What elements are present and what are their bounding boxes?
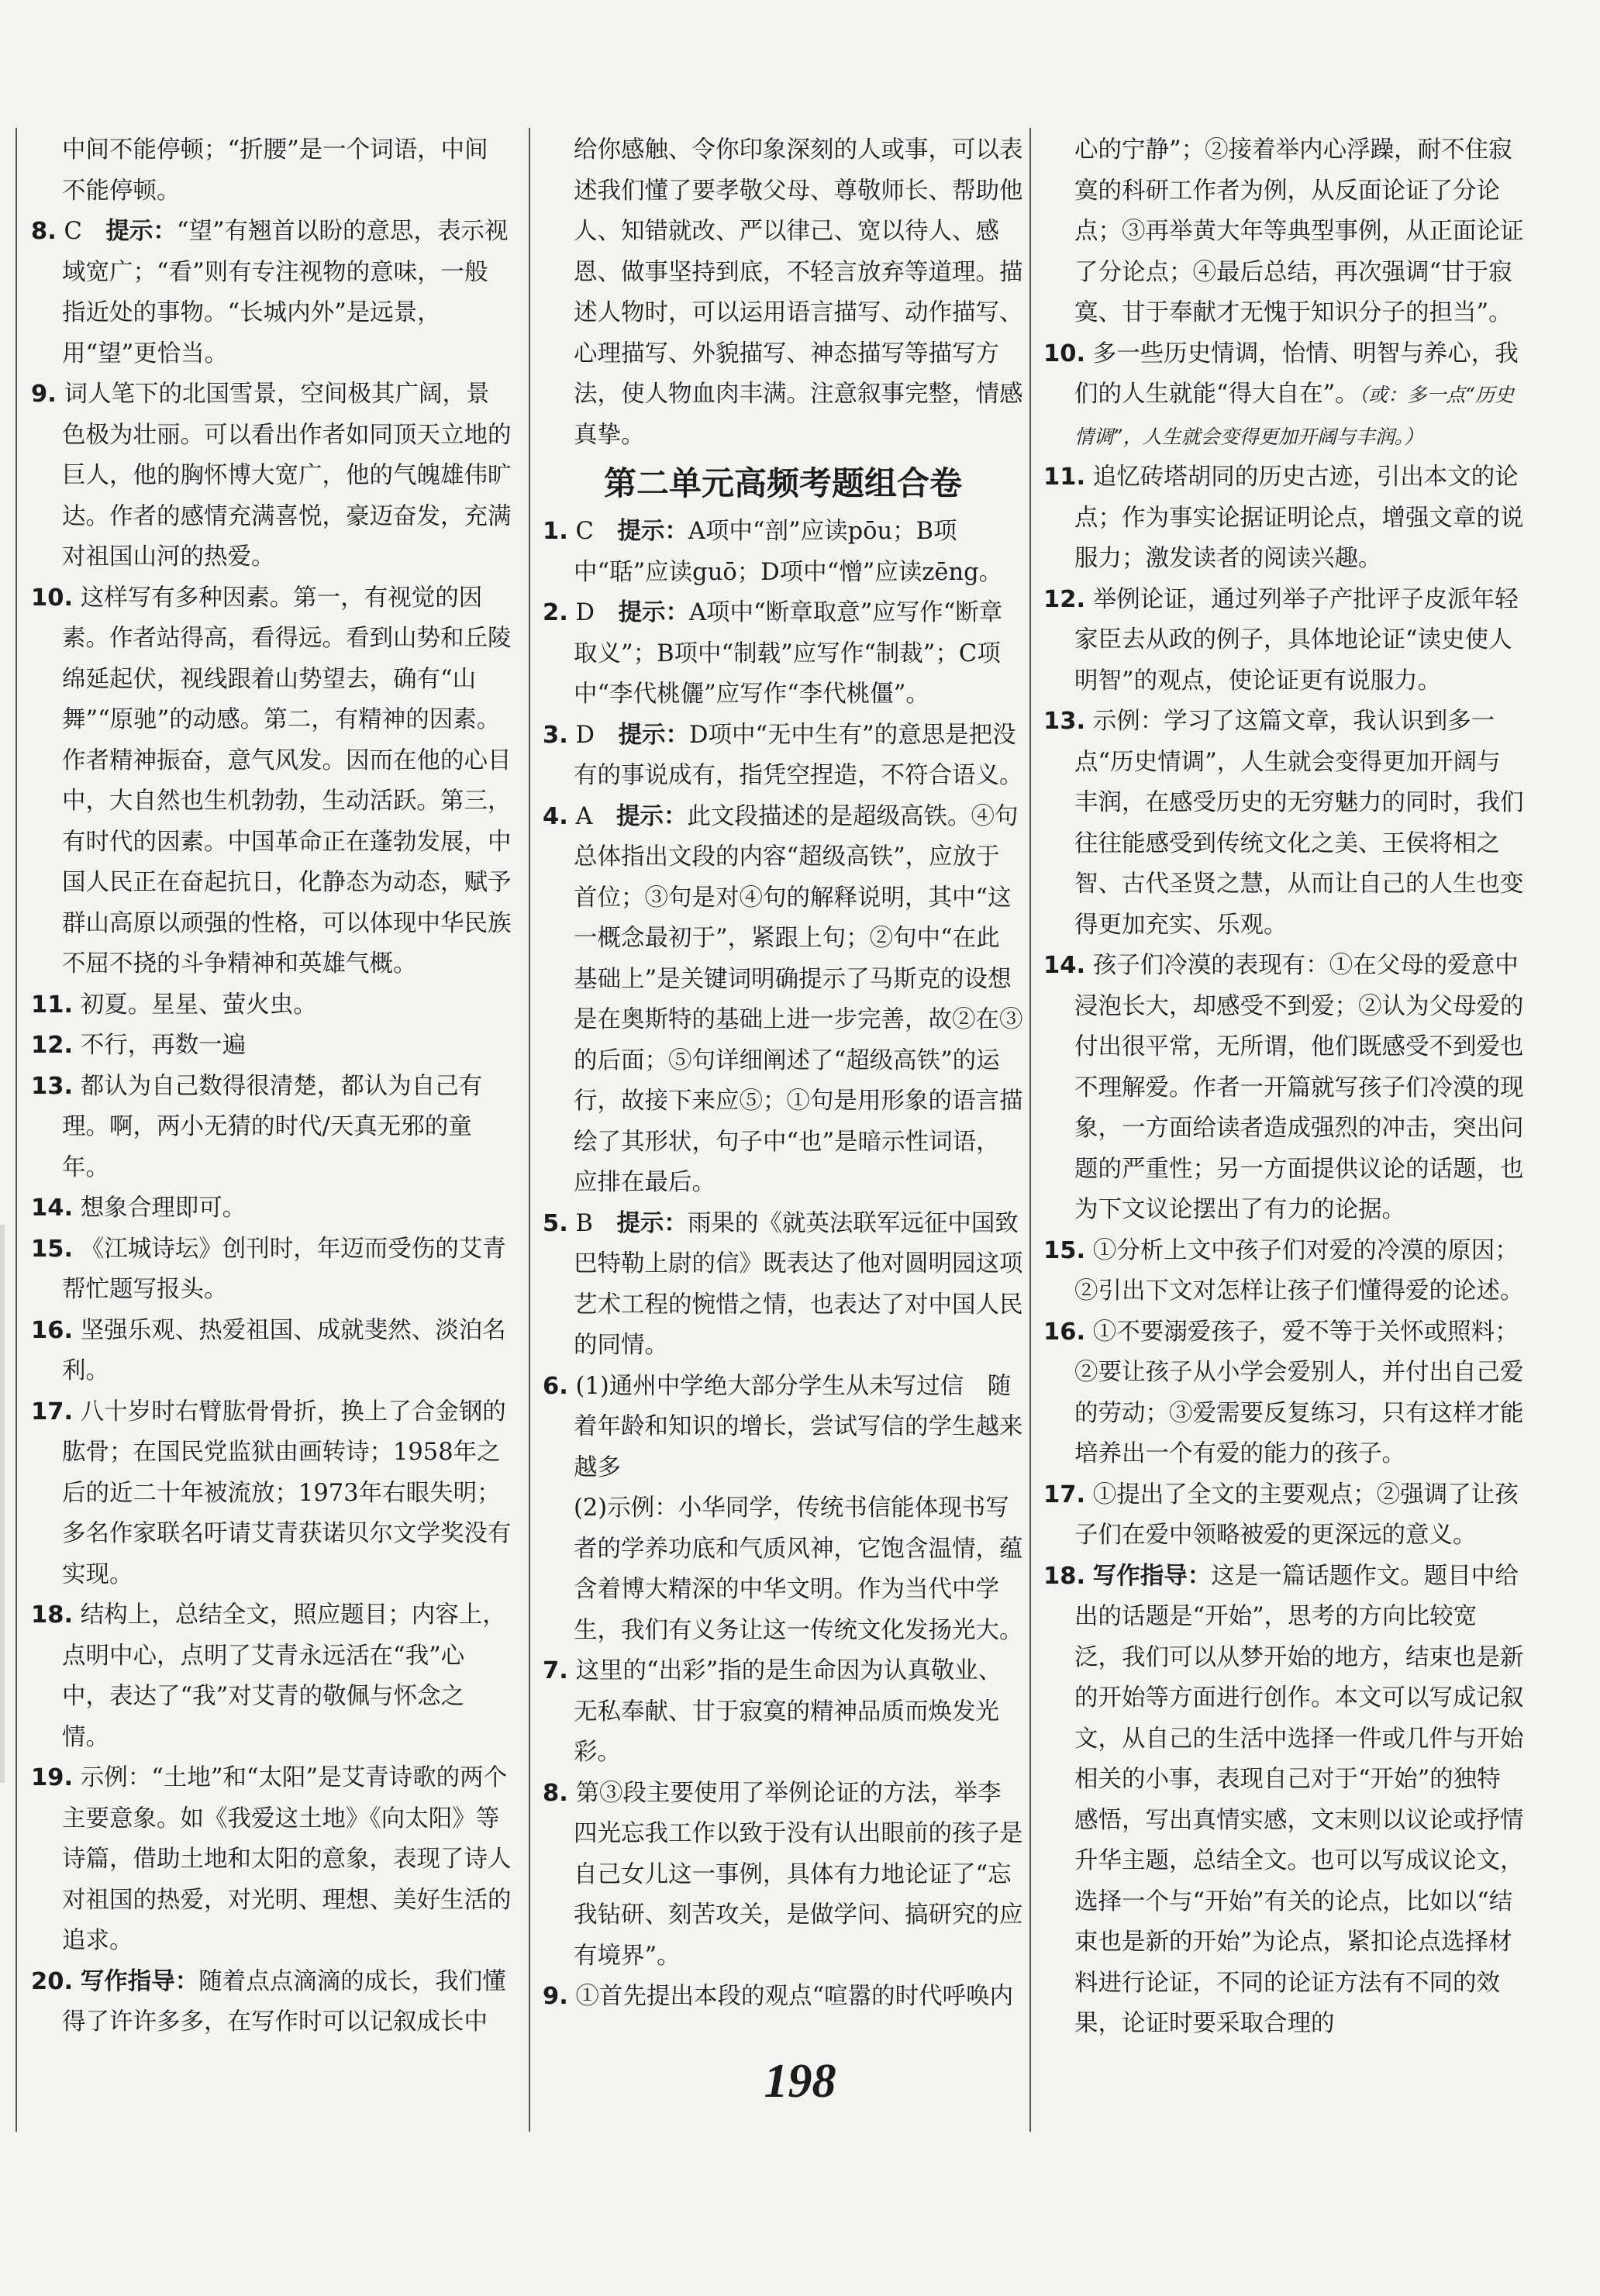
answer-number: 17. [31, 1398, 74, 1426]
answer-number: 4. [543, 802, 568, 830]
answer-item [1043, 1312, 1524, 1475]
answer-item [31, 1026, 512, 1067]
section-title: 第二单元高频考题组合卷 [603, 464, 962, 502]
answer-item [1043, 457, 1524, 580]
answer-item [31, 1392, 512, 1596]
answer-note: （或：多一点“历史情调”，人生就会变得更加开阔与丰润。） [1074, 384, 1514, 448]
answer-number: 2. [543, 599, 568, 626]
answer-item [31, 1595, 512, 1758]
answer-number: 19. [31, 1764, 74, 1791]
page-edge-shadow [0, 1225, 5, 1783]
answer-number: 15. [31, 1235, 74, 1263]
hint-text: A项中“剖”应读pōu；B项中“聒”应读guō；D项中“憎”应读zēng。 [574, 518, 1003, 586]
answer-item [31, 1311, 512, 1392]
column-rule-left [16, 128, 17, 2132]
answer-item [1043, 1557, 1524, 2045]
answer-number: 3. [543, 721, 568, 749]
hint-text: 这是一篇话题作文。题目中给出的话题是“开始”，思考的方向比较宽泛，我们可以从梦开始的地方，结束也是新的开始等方面进行创作。本文可以写成记叙文，从自己的生活中选择一件或几件与开始相关的小事，表现自己对于“开始”的独特感悟，写出真情实感，文末则以议论或抒情升华主题，总结全文。也可以写成议论文，选择一个与“开始”有关的论点，比如以“结束也是新的开始”为论点，紧扣论点选择材料进行论证，不同的论证方法有不同的效果，论证时要采取合理的 [1074, 1562, 1524, 2037]
answer-continuation [543, 130, 1023, 456]
answer-number: 1. [543, 518, 568, 545]
answer-number: 13. [31, 1072, 74, 1100]
answer-text: D [575, 599, 619, 626]
answer-continuation [543, 1488, 1023, 1651]
answer-text: 想象合理即可。 [80, 1195, 247, 1222]
answer-item [31, 1067, 512, 1189]
answer-item [1043, 1231, 1524, 1312]
answer-item [31, 1188, 512, 1229]
answer-text: 中间不能停顿；“折腰”是一个词语，中间不能停顿。 [62, 136, 488, 205]
answer-text: 初夏。星星、萤火虫。 [80, 991, 317, 1019]
hint-text: “望”有翘首以盼的意思，表示视域宽广；“看”则有专注视物的意味，一般指近处的事物。“长城内外”是远景，用“望”更恰当。 [62, 218, 509, 367]
answer-text: (1)通州中学绝大部分学生从未写过信 随着年龄和知识的增长，尝试写信的学生越来越多 [574, 1372, 1023, 1481]
answer-item [1043, 702, 1524, 946]
answer-number: 16. [31, 1316, 74, 1344]
answer-number: 14. [31, 1195, 74, 1222]
answer-text: 第③段主要使用了举例论证的方法，举李四光忘我工作以致于没有认出眼前的孩子是自己女儿这一事例，具体有力地论证了“忘我钻研、刻苦攻关，是做学问、搞研究的应有境界”。 [574, 1779, 1023, 1970]
hint-text: 雨果的《就英法联军远征中国致巴特勒上尉的信》既表达了他对圆明园这项艺术工程的惋惜之情，也表达了对中国人民的同情。 [574, 1209, 1023, 1359]
answer-number: 11. [1043, 464, 1086, 491]
answer-text: ①不要溺爱孩子，爱不等于关怀或照料；②要让孩子从小学会爱别人，并付出自己爱的劳动；③爱需要反复练习，只有这样才能培养出一个有爱的能力的孩子。 [1074, 1318, 1524, 1467]
answer-text: (2)示例：小华同学，传统书信能体现书写者的学养功底和气质风神，它饱含温情，蕴含着博大精深的中华文明。作为当代中学生，我们有义务让这一传统文化发扬光大。 [574, 1494, 1023, 1644]
answer-number: 10. [1043, 340, 1086, 367]
answer-number: 17. [1043, 1481, 1086, 1508]
answer-text: 词人笔下的北国雪景，空间极其广阔，景色极为壮丽。可以看出作者如同顶天立地的巨人，他的胸怀博大宽广，他的气魄雄伟旷达。作者的感情充满喜悦，豪迈奋发，充满对祖国山河的热爱。 [62, 381, 512, 571]
answer-number: 16. [1043, 1318, 1086, 1346]
answer-item [543, 1977, 1023, 2018]
hint-text: A项中“断章取意”应写作“断章取义”；B项中“制载”应写作“制裁”；C项中“李代桃儷”应写作“李代桃僵”。 [574, 599, 1003, 708]
answer-text: C [64, 218, 106, 245]
answer-number: 11. [31, 991, 74, 1019]
answer-item [543, 797, 1023, 1204]
answer-text: 孩子们冷漠的表现有：①在父母的爱意中浸泡长大，却感受不到爱；②认为父母爱的付出很平常，无所谓，他们既感受不到爱也不理解爱。作者一开篇就写孩子们冷漠的现象，一方面给读者造成强烈的冲击，突出问题的严重性；另一方面提供议论的话题，也为下文议论摆出了有力的论据。 [1074, 952, 1524, 1223]
answer-number: 20. [31, 1967, 74, 1995]
answer-item [543, 512, 1023, 593]
hint-label: 写作指导： [80, 1967, 199, 1995]
answer-item [31, 212, 512, 374]
answer-continuation [1043, 130, 1524, 334]
answer-text: 追忆砖塔胡同的历史古迹，引出本文的论点；作为事实论据证明论点，增强文章的说服力；激发读者的阅读兴趣。 [1074, 464, 1524, 572]
answer-item [543, 593, 1023, 715]
hint-text: 随着点点滴滴的成长，我们懂得了许许多多，在写作时可以记叙成长中 [62, 1967, 506, 2036]
answer-text: 不行，再数一遍 [80, 1032, 247, 1059]
page-number: 198 [764, 2055, 836, 2108]
answer-item [31, 1962, 512, 2043]
answer-item [31, 1758, 512, 1962]
column-rule-right [1029, 128, 1031, 2132]
hint-label: 写作指导： [1092, 1562, 1212, 1590]
column-rule-middle [529, 128, 530, 2132]
answer-item [31, 1229, 512, 1311]
answer-column-3 [1043, 130, 1524, 2045]
answer-item [543, 715, 1023, 797]
answer-item [31, 985, 512, 1026]
answer-item [31, 374, 512, 578]
hint-label: 提示： [618, 599, 689, 626]
answer-column-1 [31, 130, 512, 2043]
hint-label: 提示： [616, 1209, 688, 1237]
answer-number: 12. [1043, 585, 1086, 613]
answer-text: 示例：学习了这篇文章，我认识到多一点“历史情调”，人生就会变得更加开阔与丰润，在感受历史的无穷魅力的同时，我们往往能感受到传统文化之美、王侯将相之智、古代圣贤之慧，从而让自己的人生也变得更加充实、乐观。 [1074, 708, 1524, 939]
answer-text: 结构上，总结全文，照应题目；内容上，点明中心，点明了艾青永远活在“我”心中，表达了“我”对艾青的敬佩与怀念之情。 [62, 1601, 506, 1751]
answer-text: D [575, 721, 619, 749]
answer-text: ①提出了全文的主要观点；②强调了让孩子们在爱中领略被爱的更深远的意义。 [1074, 1481, 1519, 1549]
hint-label: 提示： [616, 802, 688, 830]
answer-number: 18. [1043, 1562, 1086, 1590]
answer-text: 都认为自己数得很清楚，都认为自己有理。啊，两小无猜的时代/天真无邪的童年。 [62, 1072, 483, 1181]
answer-item [1043, 334, 1524, 458]
answer-item [1043, 580, 1524, 702]
answer-item [543, 1651, 1023, 1774]
answer-continuation [31, 130, 512, 212]
answer-item [543, 1204, 1023, 1367]
answer-text: 这里的“出彩”指的是生命因为认真敬业、无私奉献、甘于寂寞的精神品质而焕发光彩。 [574, 1657, 1002, 1766]
answer-number: 15. [1043, 1236, 1086, 1264]
answer-text: 坚强乐观、热爱祖国、成就斐然、淡泊名利。 [62, 1316, 506, 1384]
answer-text: ①首先提出本段的观点“喧嚣的时代呼唤内 [575, 1983, 1014, 2010]
answer-number: 14. [1043, 952, 1086, 979]
answer-number: 18. [31, 1601, 74, 1629]
hint-label: 提示： [618, 721, 689, 749]
answer-text: 心的宁静”；②接着举内心浮躁，耐不住寂寞的科研工作者为例，从反面论证了分论点；③再举黄大年等典型事例，从正面论证了分论点；④最后总结，再次强调“甘于寂寞、甘于奉献才无愧于知识分子的担当”。 [1074, 136, 1524, 326]
answer-number: 10. [31, 584, 74, 612]
answer-number: 8. [543, 1779, 568, 1807]
answer-item [1043, 946, 1524, 1231]
answer-number: 9. [543, 1983, 568, 2010]
hint-label: 提示： [617, 518, 688, 545]
answer-text: 这样写有多种因素。第一，有视觉的因素。作者站得高，看得远。看到山势和丘陵绵延起伏，视线跟着山势望去，确有“山舞”“原驰”的动感。第二，有精神的因素。作者精神振奋，意气风发。因而在他的心目中，大自然也生机勃勃，生动活跃。第三，有时代的因素。中国革命正在蓬勃发展，中国人民正在奋起抗日，化静态为动态，赋予群山高原以顽强的性格，可以体现中华民族不屈不挠的斗争精神和英雄气概。 [62, 584, 512, 977]
hint-text: 此文段描述的是超级高铁。④句总体指出文段的内容“超级高铁”，应放于首位；③句是对④句的解释说明，其中“这一概念最初于”，紧跟上句；②句中“在此基础上”是关键词明确提示了马斯克的设想是在奥斯特的基础上进一步完善，故②在③的后面；⑤句详细阐述了“超级高铁”的运行，故接下来应⑤；①句是用形象的语言描绘了其形状，句子中“也”是暗示性词语，应排在最后。 [574, 802, 1023, 1196]
answer-text: 举例论证，通过列举子产批评子皮派年轻家臣去从政的例子，具体地论证“读史使人明智”的观点，使论证更有说服力。 [1074, 585, 1519, 695]
answer-item [543, 1774, 1023, 1977]
answer-text: 《江城诗坛》创刊时，年迈而受伤的艾青帮忙题写报头。 [62, 1235, 506, 1303]
answer-column-2 [543, 130, 1023, 2018]
answer-number: 13. [1043, 708, 1086, 735]
answer-text: ①分析上文中孩子们对爱的冷漠的原因；②引出下文对怎样让孩子们懂得爱的论述。 [1074, 1236, 1524, 1305]
answer-text: 给你感触、令你印象深刻的人或事，可以表述我们懂了要孝敬父母、尊敬师长、帮助他人、知错就改、严以律己、宽以待人、感恩、做事坚持到底，不轻言放弃等道理。描述人物时，可以运用语言描写、动作描写、心理描写、外貌描写、神态描写等描写方法，使人物血肉丰满。注意叙事完整，情感真挚。 [574, 136, 1023, 449]
answer-number: 6. [543, 1372, 568, 1400]
answer-item [543, 1367, 1023, 1489]
answer-number: 9. [31, 381, 57, 408]
answer-number: 7. [543, 1657, 568, 1684]
hint-label: 提示： [105, 218, 177, 245]
hint-text: D项中“无中生有”的意思是把没有的事说成有，指凭空捏造，不符合语义。 [574, 721, 1023, 789]
answer-item [1043, 1475, 1524, 1557]
answer-text: 八十岁时右臂肱骨骨折，换上了合金钢的肱骨；在国民党监狱由画转诗；1958年之后的近二十年被流放；1973年右眼失明；多名作家联名吁请艾青获诺贝尔文学奖没有实现。 [62, 1398, 512, 1588]
answer-text: 示例：“土地”和“太阳”是艾青诗歌的两个主要意象。如《我爱这土地》《向太阳》等诗篇，借助土地和太阳的意象，表现了诗人对祖国的热爱，对光明、理想、美好生活的追求。 [62, 1764, 512, 1954]
answer-text: C [575, 518, 618, 545]
answer-text: B [575, 1209, 617, 1237]
answer-text: 多一些历史情调，怡情、明智与养心，我们的人生就能“得大自在”。 [1074, 340, 1519, 408]
answer-number: 5. [543, 1209, 568, 1237]
answer-item [31, 578, 512, 985]
answer-text: A [575, 802, 617, 830]
answer-number: 12. [31, 1032, 74, 1059]
answer-number: 8. [31, 218, 57, 245]
